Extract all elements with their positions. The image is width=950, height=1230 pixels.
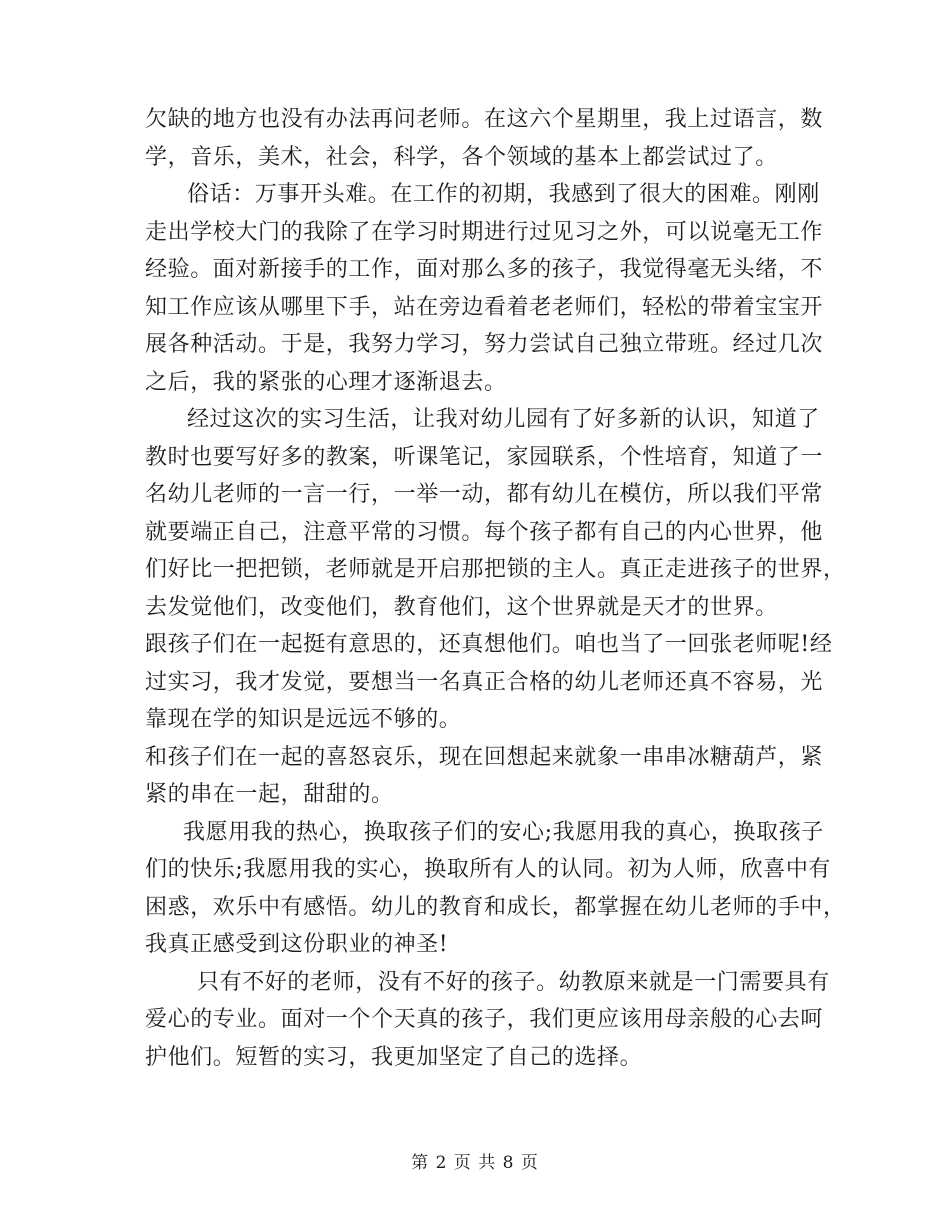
text-line: 靠现在学的知识是远远不够的。 [145,707,462,732]
text-line: 经验。面对新接手的工作，面对那么多的孩子，我觉得毫无头绪，不 [145,257,824,282]
text-line: 护他们。短暂的实习，我更加坚定了自己的选择。 [145,1044,643,1070]
text-line: 困惑，欢乐中有感悟。幼儿的教育和成长，都掌握在幼儿老师的手中， [145,894,846,920]
text-line: 们的快乐;我愿用我的实心，换取所有人的认同。初为人师，欣喜中有 [145,857,832,882]
text-line: 俗话：万事开头难。在工作的初期，我感到了很大的困难。刚刚 [187,182,820,207]
text-line: 只有不好的老师，没有不好的孩子。幼教原来就是一门需要具有 [197,969,830,995]
text-line: 跟孩子们在一起挺有意思的，还真想他们。咱也当了一回张老师呢!经 [145,632,833,657]
text-line: 展各种活动。于是，我努力学习，努力尝试自己独立带班。经过几次 [145,332,824,357]
page-footer: 第 2 页 共 8 页 [411,1153,539,1173]
text-line: 们好比一把把锁，老师就是开启那把锁的主人。真正走进孩子的世界， [145,557,846,582]
text-line: 紧的串在一起，甜甜的。 [145,782,394,807]
text-line: 经过这次的实习生活，让我对幼儿园有了好多新的认识，知道了 [187,407,820,432]
text-line: 知工作应该从哪里下手，站在旁边看着老老师们，轻松的带着宝宝开 [145,294,824,320]
text-line: 之后，我的紧张的心理才逐渐退去。 [145,369,507,395]
text-line: 走出学校大门的我除了在学习时期进行过见习之外，可以说毫无工作 [145,219,824,245]
text-line: 就要端正自己，注意平常的习惯。每个孩子都有自己的内心世界，他 [145,519,824,545]
text-line: 爱心的专业。面对一个个天真的孩子，我们更应该用母亲般的心去呵 [145,1007,824,1032]
text-line: 学，音乐，美术，社会，科学，各个领域的基本上都尝试过了。 [145,144,778,170]
text-line: 我真正感受到这份职业的神圣! [145,932,449,957]
text-line: 我愿用我的热心，换取孩子们的安心;我愿用我的真心，换取孩子 [183,819,824,845]
text-line: 和孩子们在一起的喜怒哀乐，现在回想起来就象一串串冰糖葫芦，紧 [145,744,824,770]
text-line: 过实习，我才发觉，要想当一名真正合格的幼儿老师还真不容易，光 [145,669,824,695]
text-line: 教时也要写好多的教案，听课笔记，家园联系，个性培育，知道了一 [145,444,824,470]
text-line: 去发觉他们，改变他们，教育他们，这个世界就是天才的世界。 [145,594,778,620]
text-line: 名幼儿老师的一言一行，一举一动，都有幼儿在模仿，所以我们平常 [145,482,824,507]
text-line: 欠缺的地方也没有办法再问老师。在这六个星期里，我上过语言，数 [145,107,824,132]
